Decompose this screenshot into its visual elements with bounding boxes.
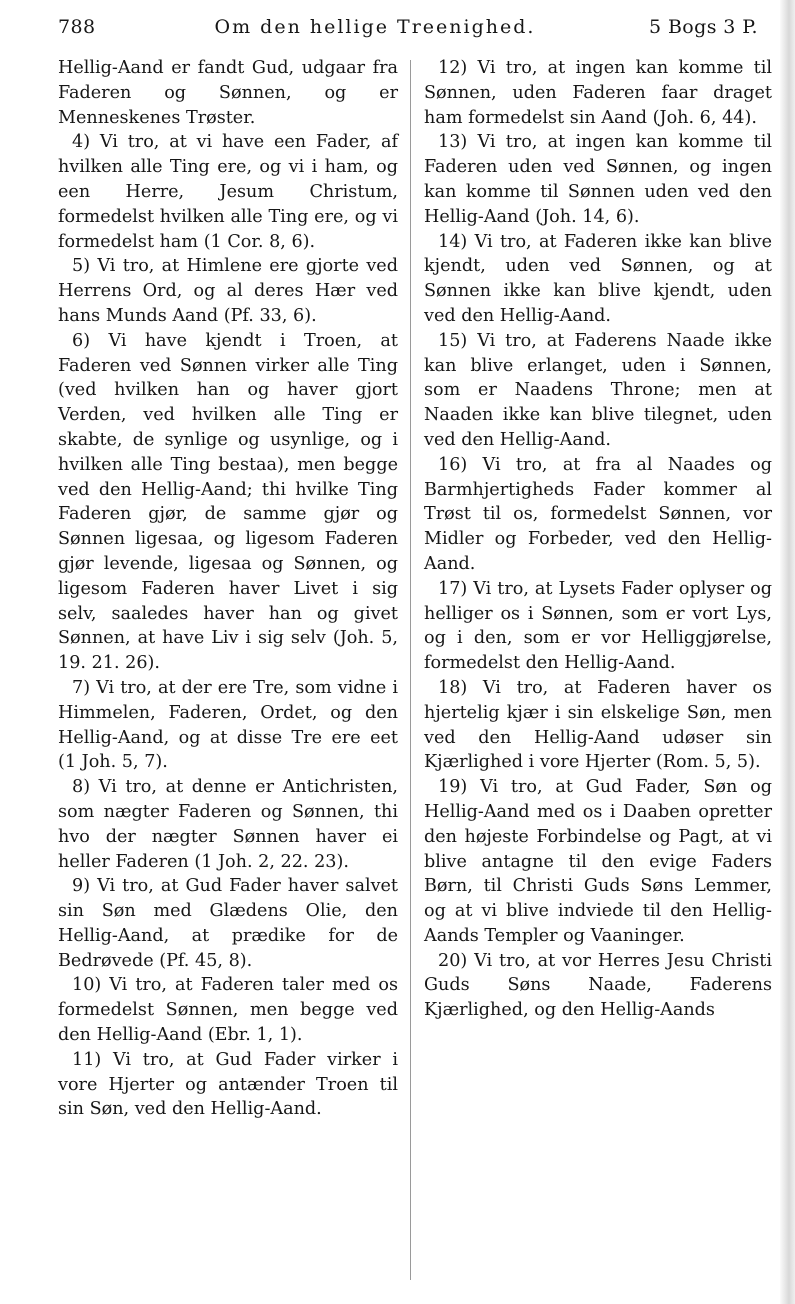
paragraph-8: 8) Vi tro, at denne er Antichristen, som nægter Faderen og Sønnen, thi hvo der nægter Sønnen haver ei heller Faderen (1 Joh. 2, 22. 23). [58, 777, 398, 872]
paragraph-5: 5) Vi tro, at Himlene ere gjorte ved Herrens Ord, og al deres Hær ved hans Munds Aand (Pf. 33, 6). [58, 256, 398, 326]
column-divider [410, 60, 411, 1280]
paragraph-20: 20) Vi tro, at vor Herres Jesu Christi Guds Søns Naade, Faderens Kjærlighed, og den Hellig-Aands [424, 950, 772, 1021]
running-title: Om den hellige Treenighed. [214, 16, 536, 38]
paragraph-18: 18) Vi tro, at Faderen haver os hjertelig kjær i sin elskelige Søn, men ved den Hellig-Aand udøser sin Kjærlighed i vore Hjerter (Rom. 5, 5). [424, 677, 772, 773]
signature-mark: 5 Bogs 3 P. [649, 16, 758, 38]
paragraph-4: 4) Vi tro, at vi have een Fader, af hvilken alle Ting ere, og vi i ham, og een Herre, Jesum Christum, formedelst hvilken alle Ting ere, og vi formedelst ham (1 Cor. 8, 6). [58, 132, 398, 252]
running-header [58, 16, 758, 46]
paragraph-9: 9) Vi tro, at Gud Fader haver salvet sin Søn med Glædens Olie, den Hellig-Aand, at prædike for de Bedrøvede (Pf. 45, 8). [58, 876, 398, 971]
paragraph-10: 10) Vi tro, at Faderen taler med os formedelst Sønnen, men begge ved den Hellig-Aand (Ebr. 1, 1). [58, 975, 398, 1046]
page-edge-shadow [780, 0, 795, 1304]
paragraph-19: 19) Vi tro, at Gud Fader, Søn og Hellig-Aand med os i Daaben opretter den højeste Forbindelse og Pagt, at vi blive antagne til den evige Faders Børn, til Christi Guds Søns Lemmer, og at vi blive indviede til den Hellig-Aands Templer og Vaaninger. [424, 777, 772, 946]
paragraph-15: 15) Vi tro, at Faderens Naade ikke kan blive erlanget, uden i Sønnen, som er Naadens Throne; men at Naaden ikke kan blive tilegnet, uden ved den Hellig-Aand. [424, 330, 772, 450]
paragraph-continuation: Hellig-Aand er fandt Gud, udgaar fra Faderen og Sønnen, og er Menneskenes Trøster. [58, 58, 398, 128]
page-number: 788 [58, 16, 96, 38]
paragraph-13: 13) Vi tro, at ingen kan komme til Faderen uden ved Sønnen, og ingen kan komme til Sønnen uden ved den Hellig-Aand (Joh. 14, 6). [424, 132, 772, 227]
right-column [424, 56, 772, 1023]
paragraph-16: 16) Vi tro, at fra al Naades og Barmhjertigheds Fader kommer al Trøst til os, formedelst Sønnen, vor Midler og Forbeder, ved den Hellig-Aand. [424, 454, 772, 574]
paragraph-17: 17) Vi tro, at Lysets Fader oplyser og helliger os i Sønnen, som er vort Lys, og i den, som er vor Helliggjørelse, formedelst den Hellig-Aand. [424, 578, 772, 674]
paragraph-6: 6) Vi have kjendt i Troen, at Faderen ved Sønnen virker alle Ting (ved hvilken han og haver gjort Verden, ved hvilken alle Ting er skabte, de synlige og usynlige, og i hvilken alle Ting bestaa), men begge ved den Hellig-Aand; thi hvilke Ting Faderen gjør, de samme gjør og Sønnen ligesaa, og ligesom Faderen gjør levende, ligesaa og Sønnen, og ligesom Faderen haver Livet i sig selv, saaledes haver han og givet Sønnen, at have Liv i sig selv (Joh. 5, 19. 21. 26). [58, 330, 398, 674]
paragraph-7: 7) Vi tro, at der ere Tre, som vidne i Himmelen, Faderen, Ordet, og den Hellig-Aand, og at disse Tre ere eet (1 Joh. 5, 7). [58, 677, 398, 773]
left-column [58, 56, 398, 1122]
paragraph-11: 11) Vi tro, at Gud Fader virker i vore Hjerter og antænder Troen til sin Søn, ved den Hellig-Aand. [58, 1049, 398, 1120]
paragraph-12: 12) Vi tro, at ingen kan komme til Sønnen, uden Faderen faar draget ham formedelst sin Aand (Joh. 6, 44). [424, 58, 772, 128]
paragraph-14: 14) Vi tro, at Faderen ikke kan blive kjendt, uden ved Sønnen, og at Sønnen ikke kan blive kjendt, uden ved den Hellig-Aand. [424, 231, 772, 326]
